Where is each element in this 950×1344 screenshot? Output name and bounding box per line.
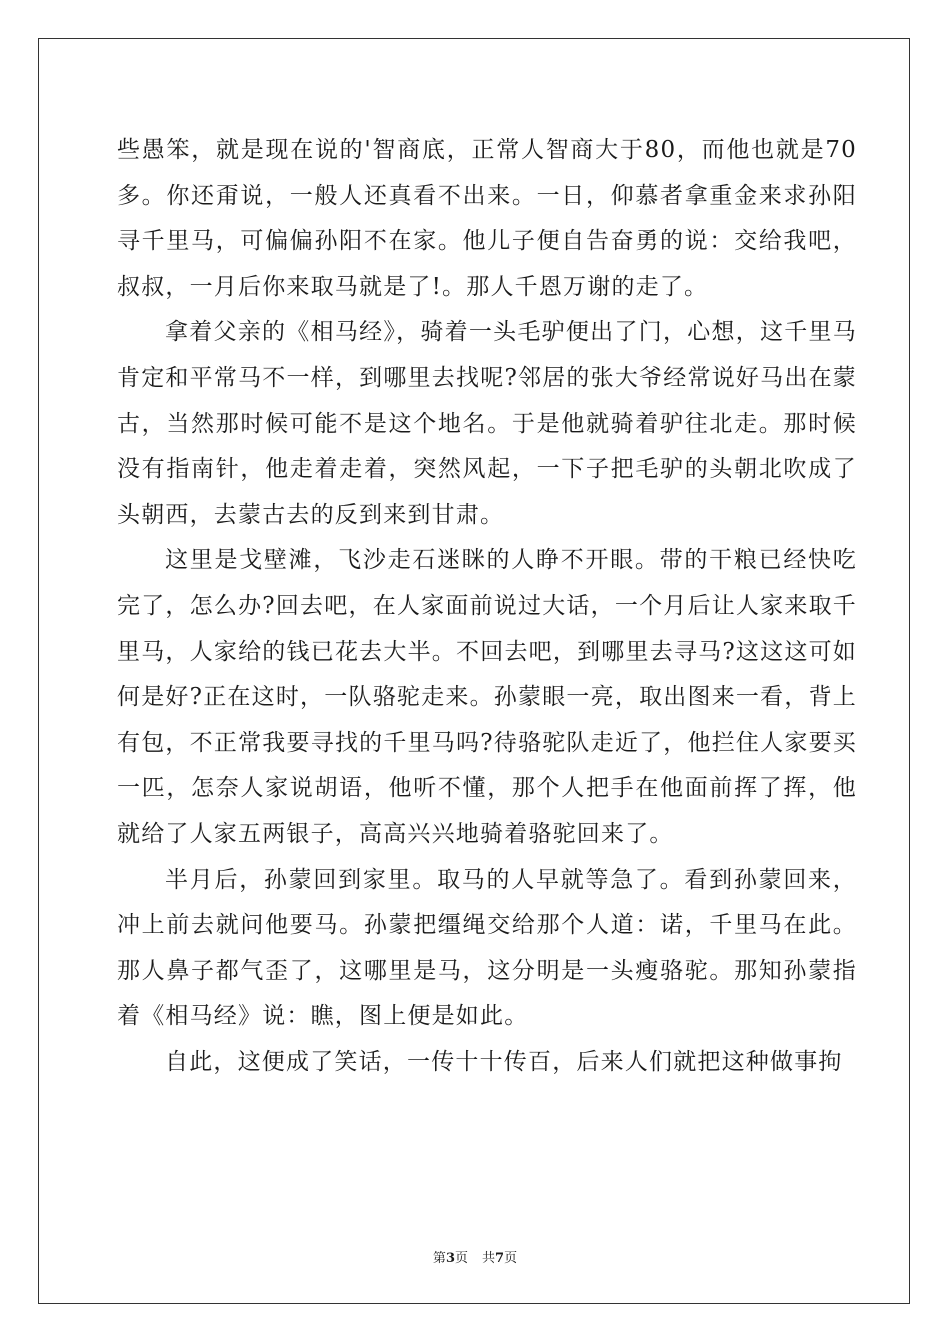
document-body [117,128,857,1085]
footer-current-page: 3 [445,1251,455,1266]
paragraph-4: 半月后，孙蒙回到家里。取马的人早就等急了。看到孙蒙回来，冲上前去就问他要马。孙蒙把缰绳交给那个人道：诺，千里马在此。那人鼻子都气歪了，这哪里是马，这分明是一头瘦骆驼。那知孙蒙指着《相马经》说：瞧，图上便是如此。 [117,866,857,1030]
footer-page-prefix: 第 [432,1251,446,1266]
page-footer [0,1247,950,1266]
paragraph-3: 这里是戈壁滩，飞沙走石迷眯的人睁不开眼。带的干粮已经快吃完了，怎么办?回去吧，在人家面前说过大话，一个月后让人家来取千里马，人家给的钱已花去大半。不回去吧，到哪里去寻马?这这这可如何是好?正在这时，一队骆驼走来。孙蒙眼一亮，取出图来一看，背上有包，不正常我要寻找的千里马吗?待骆驼队走近了，他拦住人家要买一匹，怎奈人家说胡语，他听不懂，那个人把手在他面前挥了挥，他就给了人家五两银子，高高兴兴地骑着骆驼回来了。 [117,547,857,847]
footer-total-pages: 7 [495,1251,505,1266]
paragraph-1: 些愚笨，就是现在说的'智商底，正常人智商大于80，而他也就是70多。你还甭说，一般人还真看不出来。一日，仰慕者拿重金来求孙阳寻千里马，可偏偏孙阳不在家。他儿子便自告奋勇的说：交给我吧，叔叔，一月后你来取马就是了!。那人千恩万谢的走了。 [117,137,857,300]
footer-total-unit: 页 [504,1251,518,1266]
footer-total-prefix: 共 [482,1251,496,1266]
paragraph-5: 自此，这便成了笑话，一传十十传百，后来人们就把这种做事拘 [165,1048,843,1075]
footer-page-unit: 页 [454,1251,468,1266]
paragraph-2: 拿着父亲的《相马经》，骑着一头毛驴便出了门，心想，这千里马肯定和平常马不一样，到哪里去找呢?邻居的张大爷经常说好马出在蒙古，当然那时候可能不是这个地名。于是他就骑着驴往北走。那时候没有指南针，他走着走着，突然风起，一下子把毛驴的头朝北吹成了头朝西，去蒙古去的反到来到甘肃。 [117,319,857,528]
